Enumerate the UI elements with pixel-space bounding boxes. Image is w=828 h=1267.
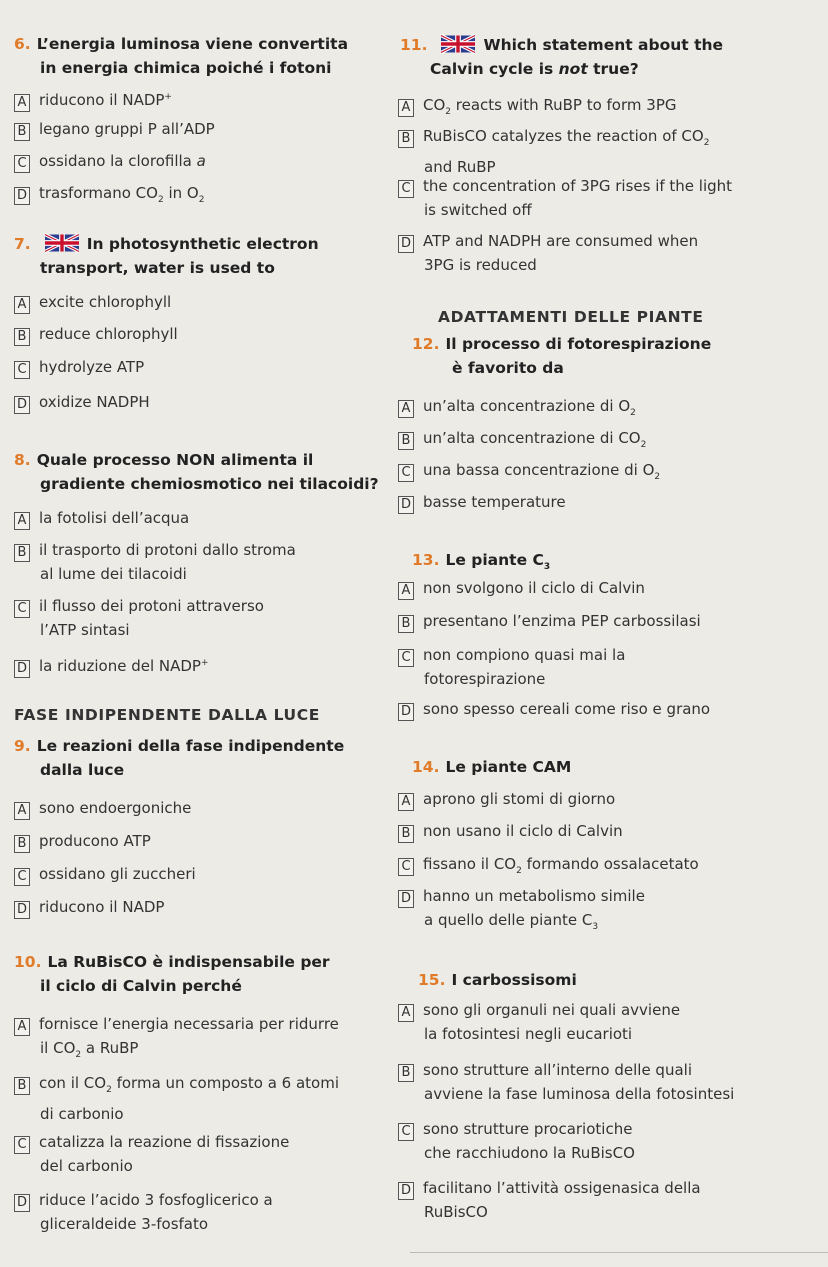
question-text: true? — [587, 60, 639, 78]
option-text: forma un composto a 6 atomi — [111, 1074, 339, 1092]
question-11 — [400, 33, 723, 81]
question-number: 8. — [14, 451, 31, 469]
question-6 — [14, 32, 348, 80]
q9-option-d[interactable] — [14, 895, 164, 919]
q14-option-c[interactable] — [398, 852, 699, 883]
question-number: 9. — [14, 737, 31, 755]
option-text: un’alta concentrazione di CO — [423, 429, 641, 447]
subscript: 2 — [516, 866, 522, 876]
option-letter-box: A — [398, 793, 414, 811]
option-letter-box: A — [398, 1004, 414, 1022]
subscript: 2 — [703, 138, 710, 148]
option-text: RuBisCO catalyzes the reaction of CO — [423, 127, 704, 145]
section-heading-light-independent: FASE INDIPENDENTE DALLA LUCE — [14, 706, 320, 724]
option-text: un’alta concentrazione di O — [423, 397, 631, 415]
q13-option-c[interactable] — [398, 643, 625, 691]
option-text: sono strutture procariotiche — [423, 1120, 633, 1138]
option-text: fornisce l’energia necessaria per ridurre — [39, 1015, 339, 1033]
option-text: excite chlorophyll — [39, 293, 172, 311]
question-text: In photosynthetic electron — [86, 235, 319, 253]
option-letter-box: B — [14, 1077, 30, 1095]
option-letter-box: B — [398, 130, 414, 148]
subscript: 2 — [157, 195, 164, 205]
subscript: 3 — [592, 922, 599, 932]
q7-option-b[interactable] — [14, 322, 178, 346]
option-text: il CO — [40, 1039, 76, 1057]
option-letter-box: B — [398, 1064, 414, 1082]
option-text: non usano il ciclo di Calvin — [423, 822, 623, 840]
option-text: ATP and NADPH are consumed when — [423, 232, 699, 250]
option-text: a quello delle piante C — [424, 911, 593, 929]
bottom-divider — [410, 1252, 828, 1253]
question-text: Le piante C — [445, 551, 544, 569]
option-text: riducono il NADP — [39, 91, 165, 109]
option-letter-box: A — [398, 582, 414, 600]
option-letter-box: D — [398, 235, 414, 253]
option-text: riducono il NADP — [39, 898, 165, 916]
option-letter-box: C — [14, 1136, 30, 1154]
option-text: is switched off — [424, 201, 532, 219]
question-text: gradiente chemiosmotico nei tilacoidi? — [40, 475, 379, 493]
option-letter-box: C — [398, 464, 414, 482]
question-text: La RuBisCO è indispensabile per — [47, 953, 330, 971]
option-text: l’ATP sintasi — [40, 621, 130, 639]
option-text: facilitano l’attività ossigenasica della — [423, 1179, 701, 1197]
subscript: 2 — [640, 440, 647, 450]
q6-option-d[interactable] — [14, 181, 204, 212]
q13-option-a[interactable] — [398, 576, 645, 600]
question-14 — [412, 755, 571, 779]
option-text: legano gruppi P all’ADP — [39, 120, 215, 138]
question-text: I carbossisomi — [451, 971, 577, 989]
question-text: in energia chimica poiché i fotoni — [40, 59, 332, 77]
subscript: 2 — [198, 195, 205, 205]
question-text: Le reazioni della fase indipendente — [36, 737, 345, 755]
option-text: sono endoergoniche — [39, 799, 192, 817]
question-13 — [412, 548, 550, 579]
question-text: Le piante CAM — [445, 758, 572, 776]
q8-option-a[interactable] — [14, 506, 189, 530]
option-letter-box: D — [14, 187, 30, 205]
option-text: hydrolyze ATP — [39, 358, 145, 376]
greek-letter: a — [196, 152, 206, 170]
q12-option-a[interactable] — [398, 394, 636, 425]
subscript: 2 — [630, 408, 636, 418]
question-text: dalla luce — [40, 761, 125, 779]
option-text: sono spesso cereali come riso e grano — [423, 700, 711, 718]
question-text: L’energia luminosa viene convertita — [36, 35, 349, 53]
option-text: la fotosintesi negli eucarioti — [424, 1025, 633, 1043]
option-text: ossidano la clorofilla — [39, 152, 192, 170]
option-text: gliceraldeide 3-fosfato — [40, 1215, 209, 1233]
q12-option-c[interactable] — [398, 458, 660, 489]
option-text: la riduzione del NADP — [39, 657, 201, 675]
q9-option-a[interactable] — [14, 796, 191, 820]
question-text: il ciclo di Calvin perché — [40, 977, 242, 995]
q12-option-d[interactable] — [398, 490, 566, 514]
option-text: presentano l’enzima PEP carbossilasi — [423, 612, 701, 630]
option-text: 3PG is reduced — [424, 256, 537, 274]
q11-option-b[interactable] — [398, 124, 709, 179]
option-letter-box: D — [398, 1182, 414, 1200]
option-text: che racchiudono la RuBisCO — [424, 1144, 635, 1162]
q11-option-c[interactable] — [398, 174, 732, 222]
option-text: di carbonio — [40, 1105, 124, 1123]
option-text: a RuBP — [81, 1039, 139, 1057]
question-number: 12. — [412, 335, 440, 353]
option-letter-box: D — [14, 396, 30, 414]
superscript: + — [200, 658, 209, 668]
question-15 — [418, 968, 577, 992]
option-letter-box: C — [398, 1123, 414, 1141]
option-text: sono strutture all’interno delle quali — [423, 1061, 692, 1079]
option-letter-box: B — [398, 615, 414, 633]
option-letter-box: C — [14, 868, 30, 886]
option-text: CO — [423, 96, 446, 114]
option-letter-box: B — [14, 544, 30, 562]
q7-option-d[interactable] — [14, 390, 150, 414]
q6-option-b[interactable] — [14, 117, 215, 141]
option-text: fissano il CO — [423, 855, 517, 873]
q6-option-c[interactable] — [14, 149, 206, 173]
question-text: Il processo di fotorespirazione — [445, 335, 712, 353]
subscript: 2 — [654, 472, 661, 482]
superscript: + — [164, 92, 172, 102]
subscript: 2 — [75, 1050, 82, 1060]
q13-option-d[interactable] — [398, 697, 710, 721]
question-10 — [14, 950, 330, 998]
option-text: non compiono quasi mai la — [423, 646, 626, 664]
question-text: Calvin cycle is — [430, 60, 559, 78]
option-text: reacts with RuBP to form 3PG — [451, 96, 677, 114]
emphasis: not — [558, 60, 588, 78]
option-letter-box: A — [14, 512, 30, 530]
q9-option-b[interactable] — [14, 829, 151, 853]
option-letter-box: A — [14, 1018, 30, 1036]
option-letter-box: D — [14, 901, 30, 919]
option-text: la fotolisi dell’acqua — [39, 509, 190, 527]
option-letter-box: C — [14, 600, 30, 618]
q14-option-b[interactable] — [398, 819, 623, 843]
q9-option-c[interactable] — [14, 862, 196, 886]
subscript: 3 — [543, 562, 551, 573]
q10-option-d[interactable] — [14, 1188, 273, 1236]
option-text: aprono gli stomi di giorno — [423, 790, 616, 808]
option-letter-box: C — [398, 180, 414, 198]
question-number: 15. — [418, 971, 446, 989]
q12-option-b[interactable] — [398, 426, 646, 457]
option-letter-box: A — [398, 400, 414, 418]
question-number: 10. — [14, 953, 42, 971]
q14-option-d[interactable] — [398, 884, 645, 939]
q10-option-b[interactable] — [14, 1071, 339, 1126]
option-letter-box: A — [14, 94, 30, 112]
q15-option-d[interactable] — [398, 1176, 701, 1224]
question-9 — [14, 734, 344, 782]
option-text: al lume dei tilacoidi — [40, 565, 187, 583]
option-text: ossidano gli zuccheri — [39, 865, 196, 883]
q8-option-d[interactable] — [14, 651, 209, 678]
q15-option-c[interactable] — [398, 1117, 635, 1165]
option-letter-box: C — [14, 361, 30, 379]
option-letter-box: C — [398, 858, 414, 876]
option-letter-box: D — [398, 703, 414, 721]
q11-option-a[interactable] — [398, 93, 676, 124]
option-text-line — [14, 1036, 339, 1067]
option-letter-box: B — [14, 835, 30, 853]
option-text: reduce chlorophyll — [39, 325, 178, 343]
option-letter-box: A — [14, 802, 30, 820]
question-number: 7. — [14, 235, 31, 253]
option-text: catalizza la reazione di fissazione — [39, 1133, 290, 1151]
option-letter-box: D — [398, 496, 414, 514]
question-text: Which statement about the — [483, 36, 724, 54]
option-text: basse temperature — [423, 493, 566, 511]
q8-option-c[interactable] — [14, 594, 264, 642]
option-letter-box: B — [14, 123, 30, 141]
option-text: del carbonio — [40, 1157, 133, 1175]
question-text-line — [400, 60, 639, 78]
option-letter-box: C — [14, 155, 30, 173]
q11-option-d[interactable] — [398, 229, 698, 277]
q15-option-a[interactable] — [398, 998, 680, 1046]
option-letter-box: A — [398, 99, 414, 117]
option-text: il flusso dei protoni attraverso — [39, 597, 264, 615]
uk-flag-icon — [45, 233, 79, 253]
option-text: con il CO — [39, 1074, 107, 1092]
option-text: il trasporto di protoni dallo stroma — [39, 541, 296, 559]
option-letter-box: B — [14, 328, 30, 346]
q14-option-a[interactable] — [398, 787, 615, 811]
option-text: una bassa concentrazione di O — [423, 461, 655, 479]
option-text: oxidize NADPH — [39, 393, 150, 411]
question-8 — [14, 448, 379, 496]
q7-option-a[interactable] — [14, 290, 171, 314]
q8-option-b[interactable] — [14, 538, 296, 586]
option-text: RuBisCO — [424, 1203, 488, 1221]
q10-option-a[interactable] — [14, 1012, 339, 1067]
question-12 — [412, 332, 711, 380]
section-heading-plant-adaptations: ADATTAMENTI DELLE PIANTE — [438, 308, 704, 326]
q13-option-b[interactable] — [398, 609, 701, 633]
option-letter-box: B — [398, 432, 414, 450]
option-text: producono ATP — [39, 832, 151, 850]
question-text: Quale processo NON alimenta il — [36, 451, 314, 469]
q7-option-c[interactable] — [14, 355, 144, 379]
question-number: 11. — [400, 36, 428, 54]
option-text: trasformano CO — [39, 184, 158, 202]
question-number: 6. — [14, 35, 31, 53]
option-letter-box: A — [14, 296, 30, 314]
option-text: hanno un metabolismo simile — [423, 887, 645, 905]
option-letter-box: C — [398, 649, 414, 667]
option-text: formando ossalacetato — [521, 855, 699, 873]
question-number: 13. — [412, 551, 440, 569]
option-text: the concentration of 3PG rises if the light — [423, 177, 733, 195]
subscript: 2 — [445, 107, 452, 117]
option-text: riduce l’acido 3 fosfoglicerico a — [39, 1191, 273, 1209]
question-text: è favorito da — [452, 359, 564, 377]
option-text: non svolgono il ciclo di Calvin — [423, 579, 645, 597]
option-text: avviene la fase luminosa della fotosintesi — [424, 1085, 735, 1103]
option-text: sono gli organuli nei quali avviene — [423, 1001, 681, 1019]
q10-option-c[interactable] — [14, 1130, 289, 1178]
question-text: transport, water is used to — [40, 259, 275, 277]
option-letter-box: D — [14, 660, 30, 678]
option-text-line — [398, 908, 645, 939]
uk-flag-icon — [441, 34, 475, 54]
option-text: in O — [163, 184, 199, 202]
option-letter-box: B — [398, 825, 414, 843]
option-letter-box: D — [14, 1194, 30, 1212]
option-text: and RuBP — [424, 158, 496, 176]
q15-option-b[interactable] — [398, 1058, 734, 1106]
option-text: fotorespirazione — [424, 670, 546, 688]
option-letter-box: D — [398, 890, 414, 908]
q6-option-a[interactable] — [14, 85, 172, 112]
question-7 — [14, 232, 319, 280]
subscript: 2 — [106, 1085, 112, 1095]
question-number: 14. — [412, 758, 440, 776]
